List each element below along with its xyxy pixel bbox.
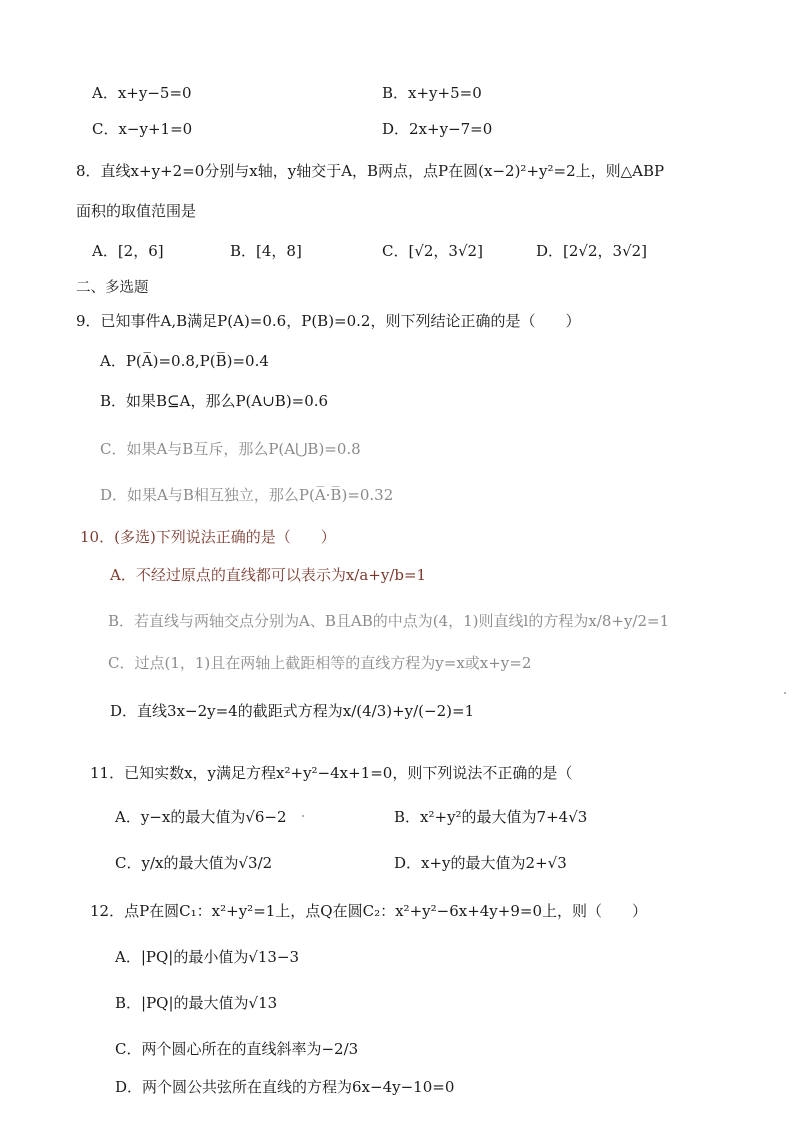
q7-option-a: A．x+y−5=0 (92, 84, 192, 102)
q11-option-c: C．y/x的最大值为√3/2 (115, 854, 273, 872)
q8-option-a: A．[2，6] (92, 242, 164, 260)
q12-option-d: D．两个圆公共弦所在直线的方程为6x−4y−10=0 (115, 1078, 455, 1096)
q10-option-d: D．直线3x−2y=4的截距式方程为x/(4/3)+y/(−2)=1 (110, 702, 475, 720)
q12-option-c: C．两个圆心所在的直线斜率为−2/3 (115, 1040, 359, 1058)
q12-stem: 12．点P在圆C₁：x²+y²=1上，点Q在圆C₂：x²+y²−6x+4y+9=0上，则（ ） (90, 902, 648, 920)
q10-option-a: A．不经过原点的直线都可以表示为x/a+y/b=1 (110, 566, 427, 584)
q12-option-a: A．|PQ|的最小值为√13−3 (115, 948, 300, 966)
q9-option-b: B．如果B⊆A，那么P(A∪B)=0.6 (100, 392, 329, 410)
q9-option-d: D．如果A与B相互独立，那么P(A̅·B̅)=0.32 (100, 486, 394, 504)
q7-option-c: C．x−y+1=0 (92, 120, 193, 138)
q8-stem-line1: 8．直线x+y+2=0分别与x轴，y轴交于A，B两点，点P在圆(x−2)²+y²=2上，则△ABP (76, 162, 665, 180)
q11-option-a: A．y−x的最大值为√6−2 (115, 808, 287, 826)
q7-option-b: B．x+y+5=0 (382, 84, 482, 102)
q8-option-d: D．[2√2，3√2] (536, 242, 648, 260)
q9-stem: 9．已知事件A,B满足P(A)=0.6，P(B)=0.2，则下列结论正确的是（ ） (76, 312, 581, 330)
scan-speck (784, 692, 786, 694)
q8-stem-line2: 面积的取值范围是 (76, 202, 197, 220)
q9-option-c: C．如果A与B互斥，那么P(A⋃B)=0.8 (100, 440, 361, 458)
q8-option-c: C．[√2，3√2] (382, 242, 483, 260)
q7-option-d: D．2x+y−7=0 (382, 120, 493, 138)
q8-option-b: B．[4，8] (230, 242, 302, 260)
q10-stem: 10．(多选)下列说法正确的是（ ） (80, 528, 336, 546)
q10-option-b: B．若直线与两轴交点分别为A、B且AB的中点为(4，1)则直线l的方程为x/8+y/2=1 (108, 612, 670, 630)
q11-option-b: B．x²+y²的最大值为7+4√3 (394, 808, 588, 826)
section-heading: 二、多选题 (76, 280, 149, 296)
scan-speck (302, 815, 304, 817)
q11-stem: 11．已知实数x，y满足方程x²+y²−4x+1=0，则下列说法不正确的是（ (90, 764, 573, 782)
q12-option-b: B．|PQ|的最大值为√13 (115, 994, 278, 1012)
q11-option-d: D．x+y的最大值为2+√3 (394, 854, 567, 872)
q10-option-c: C．过点(1，1)且在两轴上截距相等的直线方程为y=x或x+y=2 (108, 654, 532, 672)
q9-option-a: A．P(A̅)=0.8,P(B̅)=0.4 (100, 352, 269, 370)
